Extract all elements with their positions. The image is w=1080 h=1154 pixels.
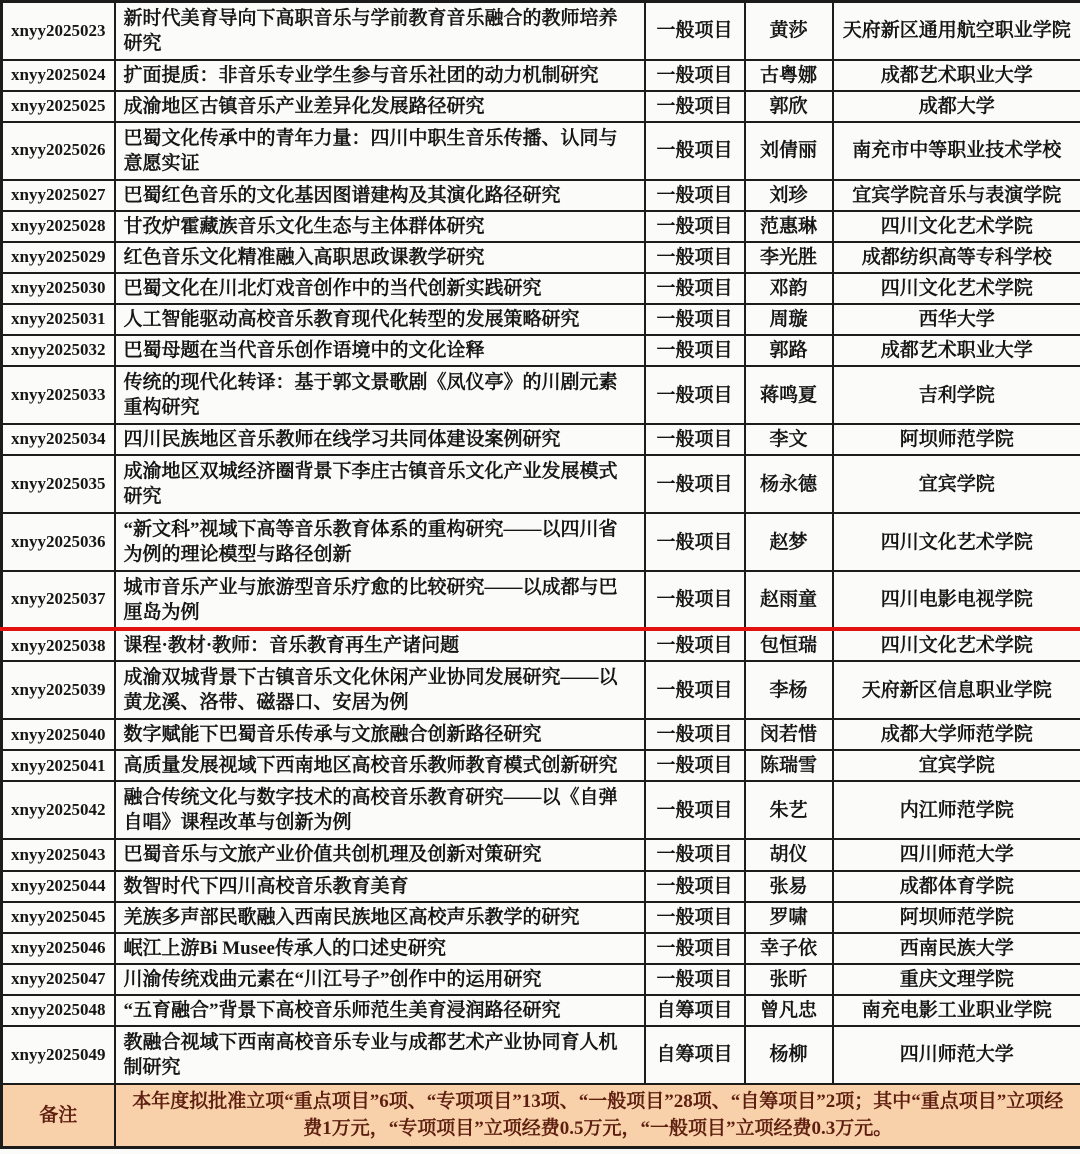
table-row: [2, 366, 1080, 424]
project-leader: 邓韵: [745, 273, 833, 304]
table-row: [2, 424, 1080, 455]
project-id: xnyy2025024: [2, 60, 115, 91]
project-leader: 杨永德: [745, 455, 833, 513]
project-leader: 黄莎: [745, 2, 833, 60]
project-institution: 吉利学院: [833, 366, 1080, 424]
project-id: xnyy2025031: [2, 304, 115, 335]
table-row: [2, 661, 1080, 719]
project-institution: 阿坝师范学院: [833, 424, 1080, 455]
project-leader: 曾凡忠: [745, 995, 833, 1026]
project-leader: 罗啸: [745, 902, 833, 933]
project-institution: 成都大学师范学院: [833, 719, 1080, 750]
project-type: 一般项目: [645, 750, 745, 781]
project-title: “新文科”视域下高等音乐教育体系的重构研究——以四川省为例的理论模型与路径创新: [115, 513, 645, 571]
project-leader: 陈瑞雪: [745, 750, 833, 781]
project-id: xnyy2025030: [2, 273, 115, 304]
table-row: [2, 242, 1080, 273]
project-title: 巴蜀红色音乐的文化基因图谱建构及其演化路径研究: [115, 180, 645, 211]
project-institution: 宜宾学院: [833, 455, 1080, 513]
table-row: [2, 60, 1080, 91]
project-institution: 成都艺术职业大学: [833, 60, 1080, 91]
project-type: 一般项目: [645, 60, 745, 91]
project-id: xnyy2025045: [2, 902, 115, 933]
project-leader: 刘倩丽: [745, 122, 833, 180]
table-row: [2, 629, 1080, 661]
project-institution: 宜宾学院: [833, 750, 1080, 781]
project-type: 一般项目: [645, 513, 745, 571]
remark-text: 本年度拟批准立项“重点项目”6项、“专项项目”13项、“一般项目”28项、“自筹项目”2项；其中“重点项目”立项经费1万元，“专项项目”立项经费0.5万元，“一般项目”立项经费0.3万元。: [115, 1084, 1080, 1148]
project-type: 自筹项目: [645, 1026, 745, 1084]
project-leader: 周璇: [745, 304, 833, 335]
project-type: 一般项目: [645, 933, 745, 964]
project-title: 新时代美育导向下高职音乐与学前教育音乐融合的教师培养研究: [115, 2, 645, 60]
project-id: xnyy2025038: [2, 629, 115, 661]
project-title: 甘孜炉霍藏族音乐文化生态与主体群体研究: [115, 211, 645, 242]
project-type: 一般项目: [645, 335, 745, 366]
project-type: 一般项目: [645, 871, 745, 902]
project-leader: 胡仪: [745, 839, 833, 870]
project-title: 巴蜀母题在当代音乐创作语境中的文化诠释: [115, 335, 645, 366]
table-row: [2, 871, 1080, 902]
project-title: 传统的现代化转译：基于郭文景歌剧《凤仪亭》的川剧元素重构研究: [115, 366, 645, 424]
project-id: xnyy2025035: [2, 455, 115, 513]
project-type: 一般项目: [645, 2, 745, 60]
project-institution: 宜宾学院音乐与表演学院: [833, 180, 1080, 211]
project-title: 扩面提质：非音乐专业学生参与音乐社团的动力机制研究: [115, 60, 645, 91]
table-row: [2, 180, 1080, 211]
remark-tbody: [2, 1084, 1080, 1148]
project-institution: 南充电影工业职业学院: [833, 995, 1080, 1026]
project-type: 一般项目: [645, 242, 745, 273]
project-leader: 郭路: [745, 335, 833, 366]
project-id: xnyy2025048: [2, 995, 115, 1026]
project-institution: 四川师范大学: [833, 1026, 1080, 1084]
remark-row: [2, 1084, 1080, 1148]
project-title: 成渝双城背景下古镇音乐文化休闲产业协同发展研究——以黄龙溪、洛带、磁器口、安居为例: [115, 661, 645, 719]
project-title: 人工智能驱动高校音乐教育现代化转型的发展策略研究: [115, 304, 645, 335]
project-title: 巴蜀文化传承中的青年力量：四川中职生音乐传播、认同与意愿实证: [115, 122, 645, 180]
project-institution: 阿坝师范学院: [833, 902, 1080, 933]
project-id: xnyy2025026: [2, 122, 115, 180]
project-title: 巴蜀文化在川北灯戏音创作中的当代创新实践研究: [115, 273, 645, 304]
project-leader: 蒋鸣夏: [745, 366, 833, 424]
project-title: 成渝地区双城经济圈背景下李庄古镇音乐文化产业发展模式研究: [115, 455, 645, 513]
project-institution: 四川文化艺术学院: [833, 513, 1080, 571]
remark-label: 备注: [2, 1084, 115, 1148]
project-type: 一般项目: [645, 629, 745, 661]
project-id: xnyy2025043: [2, 839, 115, 870]
table-row: [2, 304, 1080, 335]
table-row: [2, 839, 1080, 870]
project-leader: 赵梦: [745, 513, 833, 571]
project-institution: 成都艺术职业大学: [833, 335, 1080, 366]
table-row: [2, 455, 1080, 513]
project-institution: 南充市中等职业技术学校: [833, 122, 1080, 180]
project-title: 高质量发展视域下西南地区高校音乐教师教育模式创新研究: [115, 750, 645, 781]
project-title: 课程·教材·教师：音乐教育再生产诸问题: [115, 629, 645, 661]
table-row: [2, 122, 1080, 180]
project-type: 一般项目: [645, 719, 745, 750]
project-title: 四川民族地区音乐教师在线学习共同体建设案例研究: [115, 424, 645, 455]
project-institution: 内江师范学院: [833, 781, 1080, 839]
project-title: 城市音乐产业与旅游型音乐疗愈的比较研究——以成都与巴厘岛为例: [115, 571, 645, 629]
project-institution: 四川文化艺术学院: [833, 273, 1080, 304]
project-type: 一般项目: [645, 366, 745, 424]
project-title: “五育融合”背景下高校音乐师范生美育浸润路径研究: [115, 995, 645, 1026]
project-leader: 李光胜: [745, 242, 833, 273]
projects-tbody: [2, 2, 1080, 1084]
project-leader: 杨柳: [745, 1026, 833, 1084]
table-row: [2, 2, 1080, 60]
project-id: xnyy2025041: [2, 750, 115, 781]
project-institution: 四川电影电视学院: [833, 571, 1080, 629]
project-title: 成渝地区古镇音乐产业差异化发展路径研究: [115, 91, 645, 122]
project-title: 融合传统文化与数字技术的高校音乐教育研究——以《自弹自唱》课程改革与创新为例: [115, 781, 645, 839]
project-title: 羌族多声部民歌融入西南民族地区高校声乐教学的研究: [115, 902, 645, 933]
project-id: xnyy2025046: [2, 933, 115, 964]
project-leader: 幸子依: [745, 933, 833, 964]
project-id: xnyy2025028: [2, 211, 115, 242]
project-id: xnyy2025033: [2, 366, 115, 424]
project-type: 一般项目: [645, 839, 745, 870]
project-type: 一般项目: [645, 424, 745, 455]
project-leader: 刘珍: [745, 180, 833, 211]
project-leader: 赵雨童: [745, 571, 833, 629]
table-row: [2, 933, 1080, 964]
project-id: xnyy2025025: [2, 91, 115, 122]
project-id: xnyy2025049: [2, 1026, 115, 1084]
project-institution: 成都纺织高等专科学校: [833, 242, 1080, 273]
project-leader: 李杨: [745, 661, 833, 719]
project-leader: 朱艺: [745, 781, 833, 839]
project-title: 巴蜀音乐与文旅产业价值共创机理及创新对策研究: [115, 839, 645, 870]
project-type: 一般项目: [645, 964, 745, 995]
table-row: [2, 1026, 1080, 1084]
project-institution: 四川师范大学: [833, 839, 1080, 870]
table-row: [2, 91, 1080, 122]
table-row: [2, 750, 1080, 781]
table-row: [2, 571, 1080, 629]
project-institution: 天府新区信息职业学院: [833, 661, 1080, 719]
project-leader: 包恒瑞: [745, 629, 833, 661]
project-institution: 西南民族大学: [833, 933, 1080, 964]
project-id: xnyy2025023: [2, 2, 115, 60]
project-leader: 郭欣: [745, 91, 833, 122]
project-institution: 四川文化艺术学院: [833, 211, 1080, 242]
project-id: xnyy2025042: [2, 781, 115, 839]
table-row: [2, 211, 1080, 242]
project-type: 一般项目: [645, 304, 745, 335]
project-type: 一般项目: [645, 571, 745, 629]
project-id: xnyy2025047: [2, 964, 115, 995]
table-row: [2, 513, 1080, 571]
project-title: 川渝传统戏曲元素在“川江号子”创作中的运用研究: [115, 964, 645, 995]
table-row: [2, 964, 1080, 995]
project-type: 一般项目: [645, 661, 745, 719]
project-type: 一般项目: [645, 902, 745, 933]
project-institution: 天府新区通用航空职业学院: [833, 2, 1080, 60]
project-type: 一般项目: [645, 122, 745, 180]
project-leader: 张昕: [745, 964, 833, 995]
project-type: 一般项目: [645, 180, 745, 211]
project-leader: 张易: [745, 871, 833, 902]
project-id: xnyy2025029: [2, 242, 115, 273]
project-institution: 重庆文理学院: [833, 964, 1080, 995]
project-id: xnyy2025039: [2, 661, 115, 719]
project-id: xnyy2025027: [2, 180, 115, 211]
project-id: xnyy2025036: [2, 513, 115, 571]
project-leader: 李文: [745, 424, 833, 455]
project-type: 一般项目: [645, 91, 745, 122]
project-type: 一般项目: [645, 455, 745, 513]
project-id: xnyy2025032: [2, 335, 115, 366]
project-leader: 闵若惜: [745, 719, 833, 750]
project-id: xnyy2025044: [2, 871, 115, 902]
project-leader: 范惠琳: [745, 211, 833, 242]
table-row: [2, 781, 1080, 839]
table-row: [2, 995, 1080, 1026]
project-id: xnyy2025034: [2, 424, 115, 455]
project-title: 数字赋能下巴蜀音乐传承与文旅融合创新路径研究: [115, 719, 645, 750]
project-type: 一般项目: [645, 781, 745, 839]
project-institution: 西华大学: [833, 304, 1080, 335]
project-title: 红色音乐文化精准融入高职思政课教学研究: [115, 242, 645, 273]
project-title: 岷江上游Bi Musee传承人的口述史研究: [115, 933, 645, 964]
project-institution: 四川文化艺术学院: [833, 629, 1080, 661]
project-leader: 古粤娜: [745, 60, 833, 91]
project-title: 数智时代下四川高校音乐教育美育: [115, 871, 645, 902]
project-id: xnyy2025037: [2, 571, 115, 629]
project-type: 自筹项目: [645, 995, 745, 1026]
project-type: 一般项目: [645, 273, 745, 304]
table-row: [2, 335, 1080, 366]
project-institution: 成都体育学院: [833, 871, 1080, 902]
project-institution: 成都大学: [833, 91, 1080, 122]
table-row: [2, 719, 1080, 750]
project-title: 教融合视域下西南高校音乐专业与成都艺术产业协同育人机制研究: [115, 1026, 645, 1084]
project-id: xnyy2025040: [2, 719, 115, 750]
project-type: 一般项目: [645, 211, 745, 242]
table-row: [2, 273, 1080, 304]
table-row: [2, 902, 1080, 933]
